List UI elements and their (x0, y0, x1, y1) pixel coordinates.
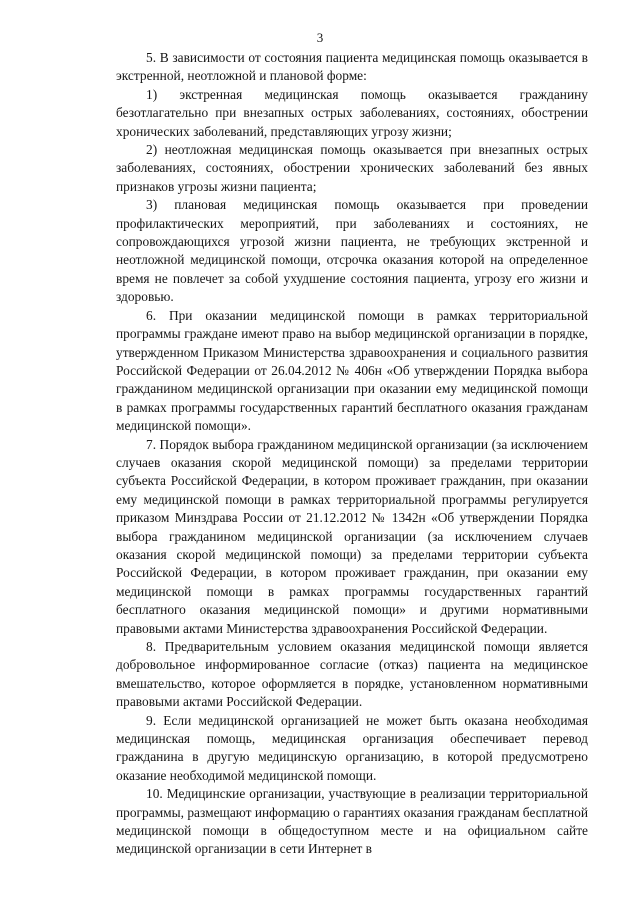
page-number: 3 (316, 30, 324, 45)
paragraph-9: 9. Если медицинской организацией не может быть оказана необходимая медицинская помощь, медицинская организация обеспечивает перевод гражданина в другую медицинскую организацию, в которой предусмотрено оказание необходимой медицинской помощи. (116, 712, 588, 783)
paragraph-5-item-1: 1) экстренная медицинская помощь оказывается гражданину безотлагательно при внезапных острых заболеваниях, состояниях, обострении хронических заболеваний, представляющих угрозу жизни; (116, 86, 588, 139)
paragraph-7: 7. Порядок выбора гражданином медицинской организации (за исключением случаев оказания скорой медицинской помощи) за пределами территории субъекта Российской Федерации, в котором проживает гражданин, при оказании ему медицинской помощи в рамках территориальной программы регулируется приказом Минздрава России от 21.12.2012 № 1342н «Об утверждении Порядка выбора гражданином медицинской организации (за исключением случаев оказания скорой медицинской помощи) за пределами территории субъекта Российской Федерации, в котором проживает гражданин, при оказании ему медицинской помощи в рамках программы государственных гарантий бесплатного оказания медицинской помощи» и другими нормативными правовыми актами Министерства здравоохранения Российской Федерации. (116, 436, 588, 636)
paragraph-8: 8. Предварительным условием оказания медицинской помощи является добровольное информированное согласие (отказ) пациента на медицинское вмешательство, которое оформляется в порядке, установленном нормативными правовыми актами Российской Федерации. (116, 639, 588, 710)
paragraph-5-item-2: 2) неотложная медицинская помощь оказывается при внезапных острых заболеваниях, состояниях, обострении хронических заболеваний без явных признаков угрозы жизни пациента; (116, 142, 588, 194)
paragraph-5: 5. В зависимости от состояния пациента медицинская помощь оказывается в экстренной, неотложной и плановой форме: (116, 50, 588, 84)
body-text (116, 49, 588, 859)
paragraph-10: 10. Медицинские организации, участвующие в реализации территориальной программы, размещают информацию о гарантиях оказания гражданам бесплатной медицинской помощи в общедоступном месте и на официальном сайте медицинской организации в сети Интернет в (116, 786, 588, 857)
paragraph-6: 6. При оказании медицинской помощи в рамках территориальной программы граждане имеют право на выбор медицинской организации в порядке, утвержденном Приказом Министерства здравоохранения и социального развития Российской Федерации от 26.04.2012 № 406н «Об утверждении Порядка выбора гражданином медицинской организации при оказании ему медицинской помощи в рамках программы государственных гарантий бесплатного оказания гражданам медицинской помощи». (116, 307, 588, 434)
paragraph-5-item-3: 3) плановая медицинская помощь оказывается при проведении профилактических мероприятий, при заболеваниях и состояниях, не сопровождающихся угрозой жизни пациента, не требующих экстренной и неотложной медицинской помощи, отсрочка оказания которой на определенное время не повлечет за собой ухудшение состояния пациента, угрозу его жизни и здоровью. (116, 197, 588, 305)
